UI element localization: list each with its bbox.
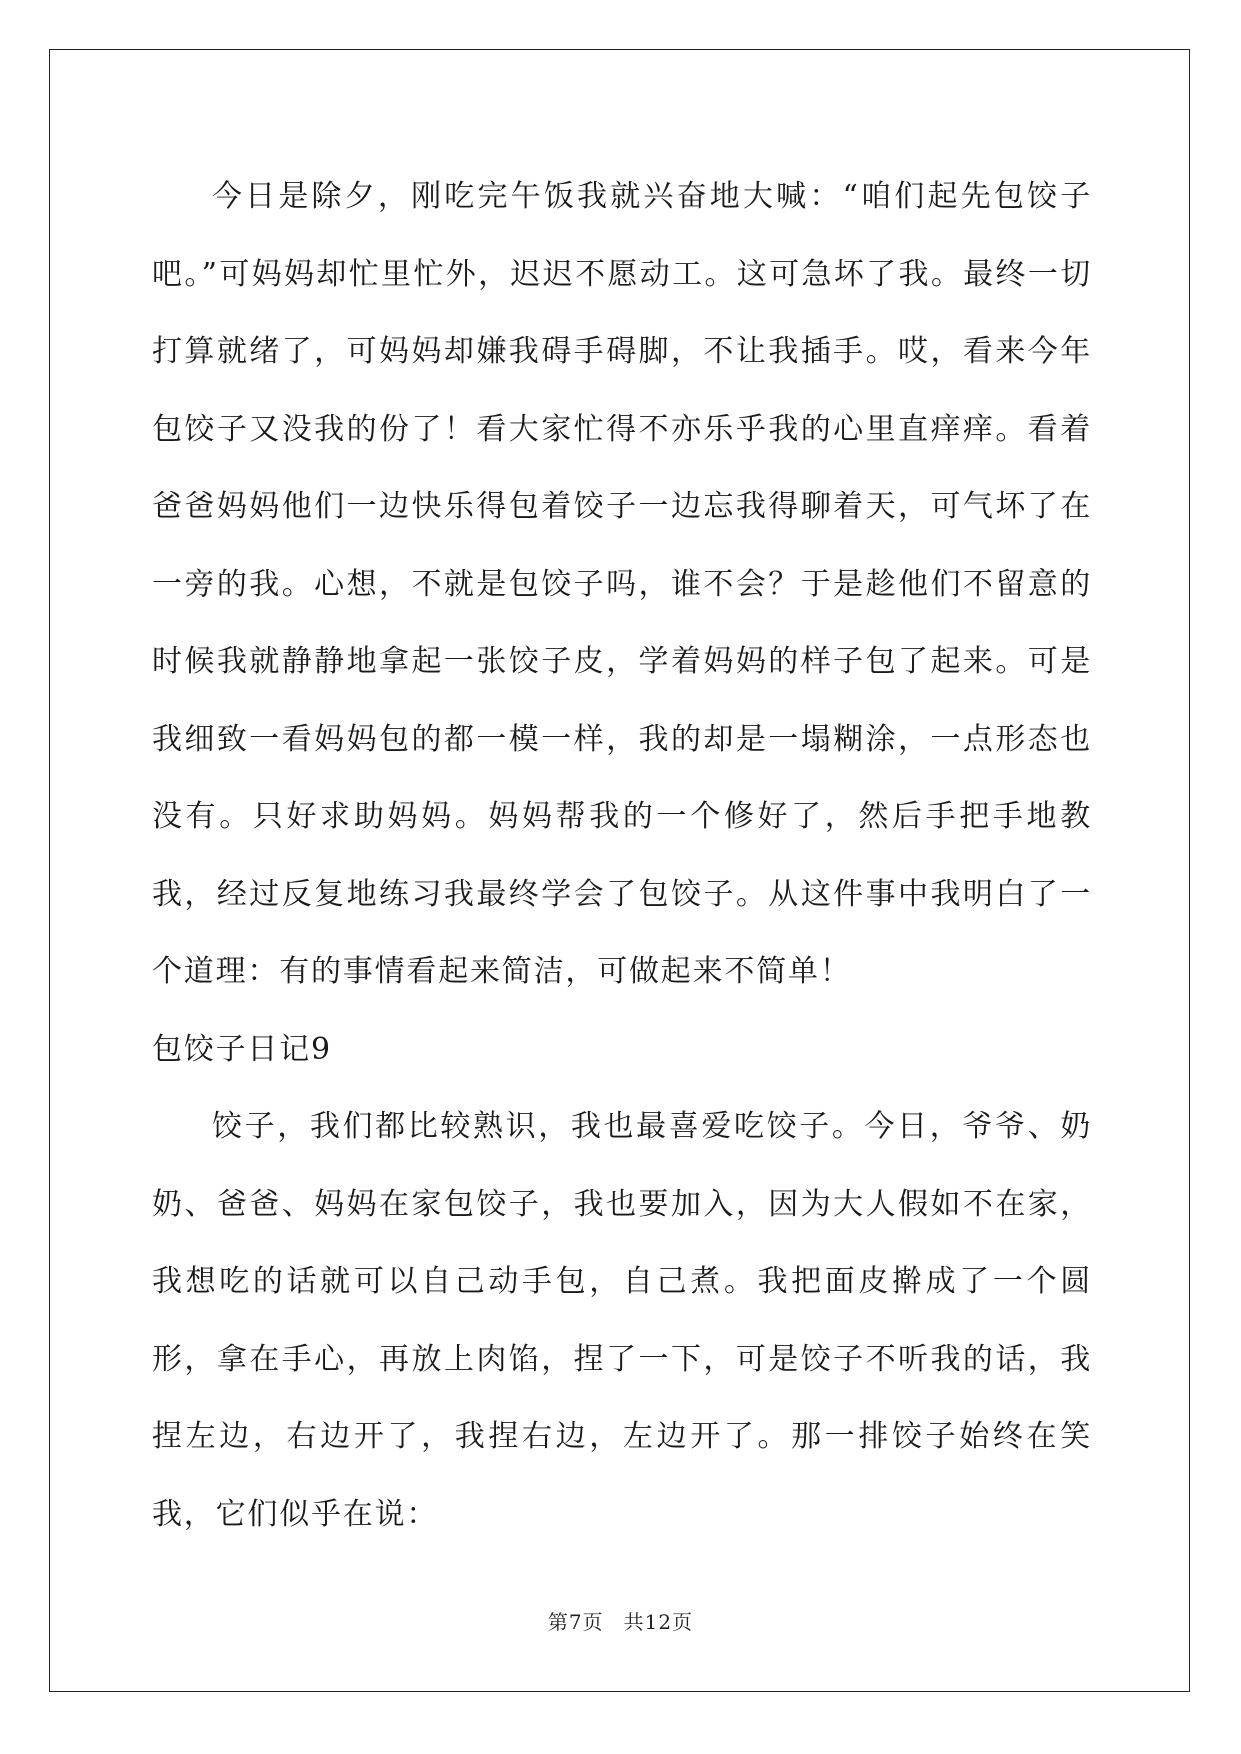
document-body [152,158,1092,1553]
section-title: 包饺子日记9 [152,1031,332,1067]
page-number: 第7页 [547,1610,604,1634]
paragraph: 饺子，我们都比较熟识，我也最喜爱吃饺子。今日，爷爷、奶奶、爸爸、妈妈在家包饺子，我也要加入，因为大人假如不在家，我想吃的话就可以自己动手包，自己煮。我把面皮擀成了一个圆形，拿在手心，再放上肉馅，捏了一下，可是饺子不听我的话，我捏左边，右边开了，我捏右边，左边开了。那一排饺子始终在笑我，它们似乎在说： [152,1109,1092,1532]
paragraph: 今日是除夕，刚吃完午饭我就兴奋地大喊：“咱们起先包饺子吧。”可妈妈却忙里忙外，迟迟不愿动工。这可急坏了我。最终一切打算就绪了，可妈妈却嫌我碍手碍脚，不让我插手。哎，看来今年包饺子又没我的份了！看大家忙得不亦乐乎我的心里直痒痒。看着爸爸妈妈他们一边快乐得包着饺子一边忘我得聊着天，可气坏了在一旁的我。心想，不就是包饺子吗，谁不会？于是趁他们不留意的时候我就静静地拿起一张饺子皮，学着妈妈的样子包了起来。可是我细致一看妈妈包的都一模一样，我的却是一塌糊涂，一点形态也没有。只好求助妈妈。妈妈帮我的一个修好了，然后手把手地教我，经过反复地练习我最终学会了包饺子。从这件事中我明白了一个道理：有的事情看起来简洁，可做起来不简单！ [152,179,1092,989]
page-footer [0,1606,1241,1635]
page-total: 共12页 [623,1610,694,1634]
